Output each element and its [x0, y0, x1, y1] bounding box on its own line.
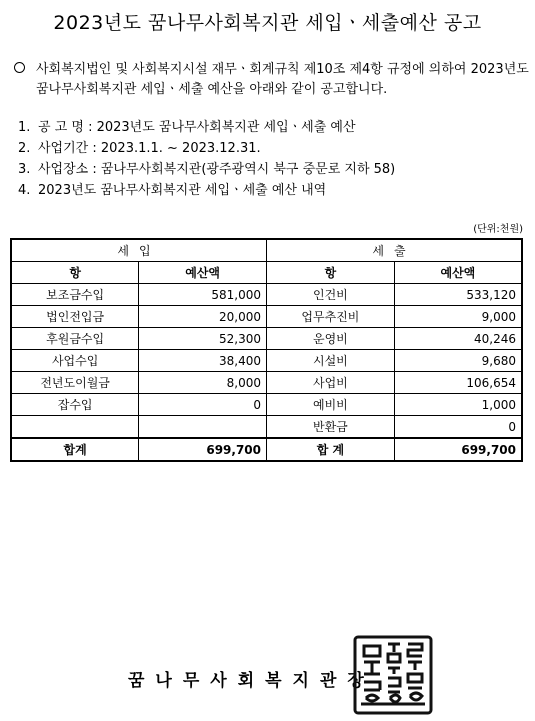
- circle-bullet-icon: [14, 62, 25, 73]
- total-label-expense: 합 계: [267, 438, 395, 461]
- table-row: 보조금수입 581,000 인건비 533,120: [11, 284, 522, 306]
- revenue-header: 세입: [11, 239, 267, 262]
- page-title: 2023년도 꿈나무사회복지관 세입ㆍ세출예산 공고: [53, 12, 482, 34]
- official-seal-icon: [352, 634, 434, 716]
- table-row: 법인전입금 20,000 업무추진비 9,000: [11, 306, 522, 328]
- info-list: [18, 117, 528, 201]
- signature: 꿈나무사회복지관장: [128, 671, 375, 691]
- list-item: 1. 공 고 명 : 2023년도 꿈나무사회복지관 세입ㆍ세출 예산: [18, 120, 356, 135]
- table-row: 잡수입 0 예비비 1,000: [11, 394, 522, 416]
- col-item-header: 항: [267, 262, 395, 284]
- group-header-row: [11, 239, 522, 262]
- column-header-row: [11, 262, 522, 284]
- intro-paragraph: [14, 60, 529, 100]
- table-row: 전년도이월금 8,000 사업비 106,654: [11, 372, 522, 394]
- table-row: 사업수입 38,400 시설비 9,680: [11, 350, 522, 372]
- budget-table: [10, 238, 523, 462]
- list-item: 4. 2023년도 꿈나무사회복지관 세입ㆍ세출 예산 내역: [18, 183, 327, 198]
- expense-header: 세출: [267, 239, 523, 262]
- table-row: 반환금 0: [11, 416, 522, 439]
- total-row: [11, 438, 522, 461]
- total-label-revenue: 합계: [11, 438, 139, 461]
- unit-label: (단위:천원): [473, 224, 523, 235]
- table-row: 후원금수입 52,300 운영비 40,246: [11, 328, 522, 350]
- intro-text: 사회복지법인 및 사회복지시설 재무ㆍ회계규칙 제10조 제4항 규정에 의하여 2023년도 꿈나무사회복지관 세입ㆍ세출 예산을 아래와 같이 공고합니다.: [36, 62, 529, 97]
- list-item: 3. 사업장소 : 꿈나무사회복지관(광주광역시 북구 중문로 지하 58): [18, 162, 396, 177]
- col-amount-header: 예산액: [394, 262, 522, 284]
- total-expense: 699,700: [394, 438, 522, 461]
- total-revenue: 699,700: [139, 438, 267, 461]
- list-item: 2. 사업기간 : 2023.1.1. ~ 2023.12.31.: [18, 141, 261, 156]
- col-item-header: 항: [11, 262, 139, 284]
- col-amount-header: 예산액: [139, 262, 267, 284]
